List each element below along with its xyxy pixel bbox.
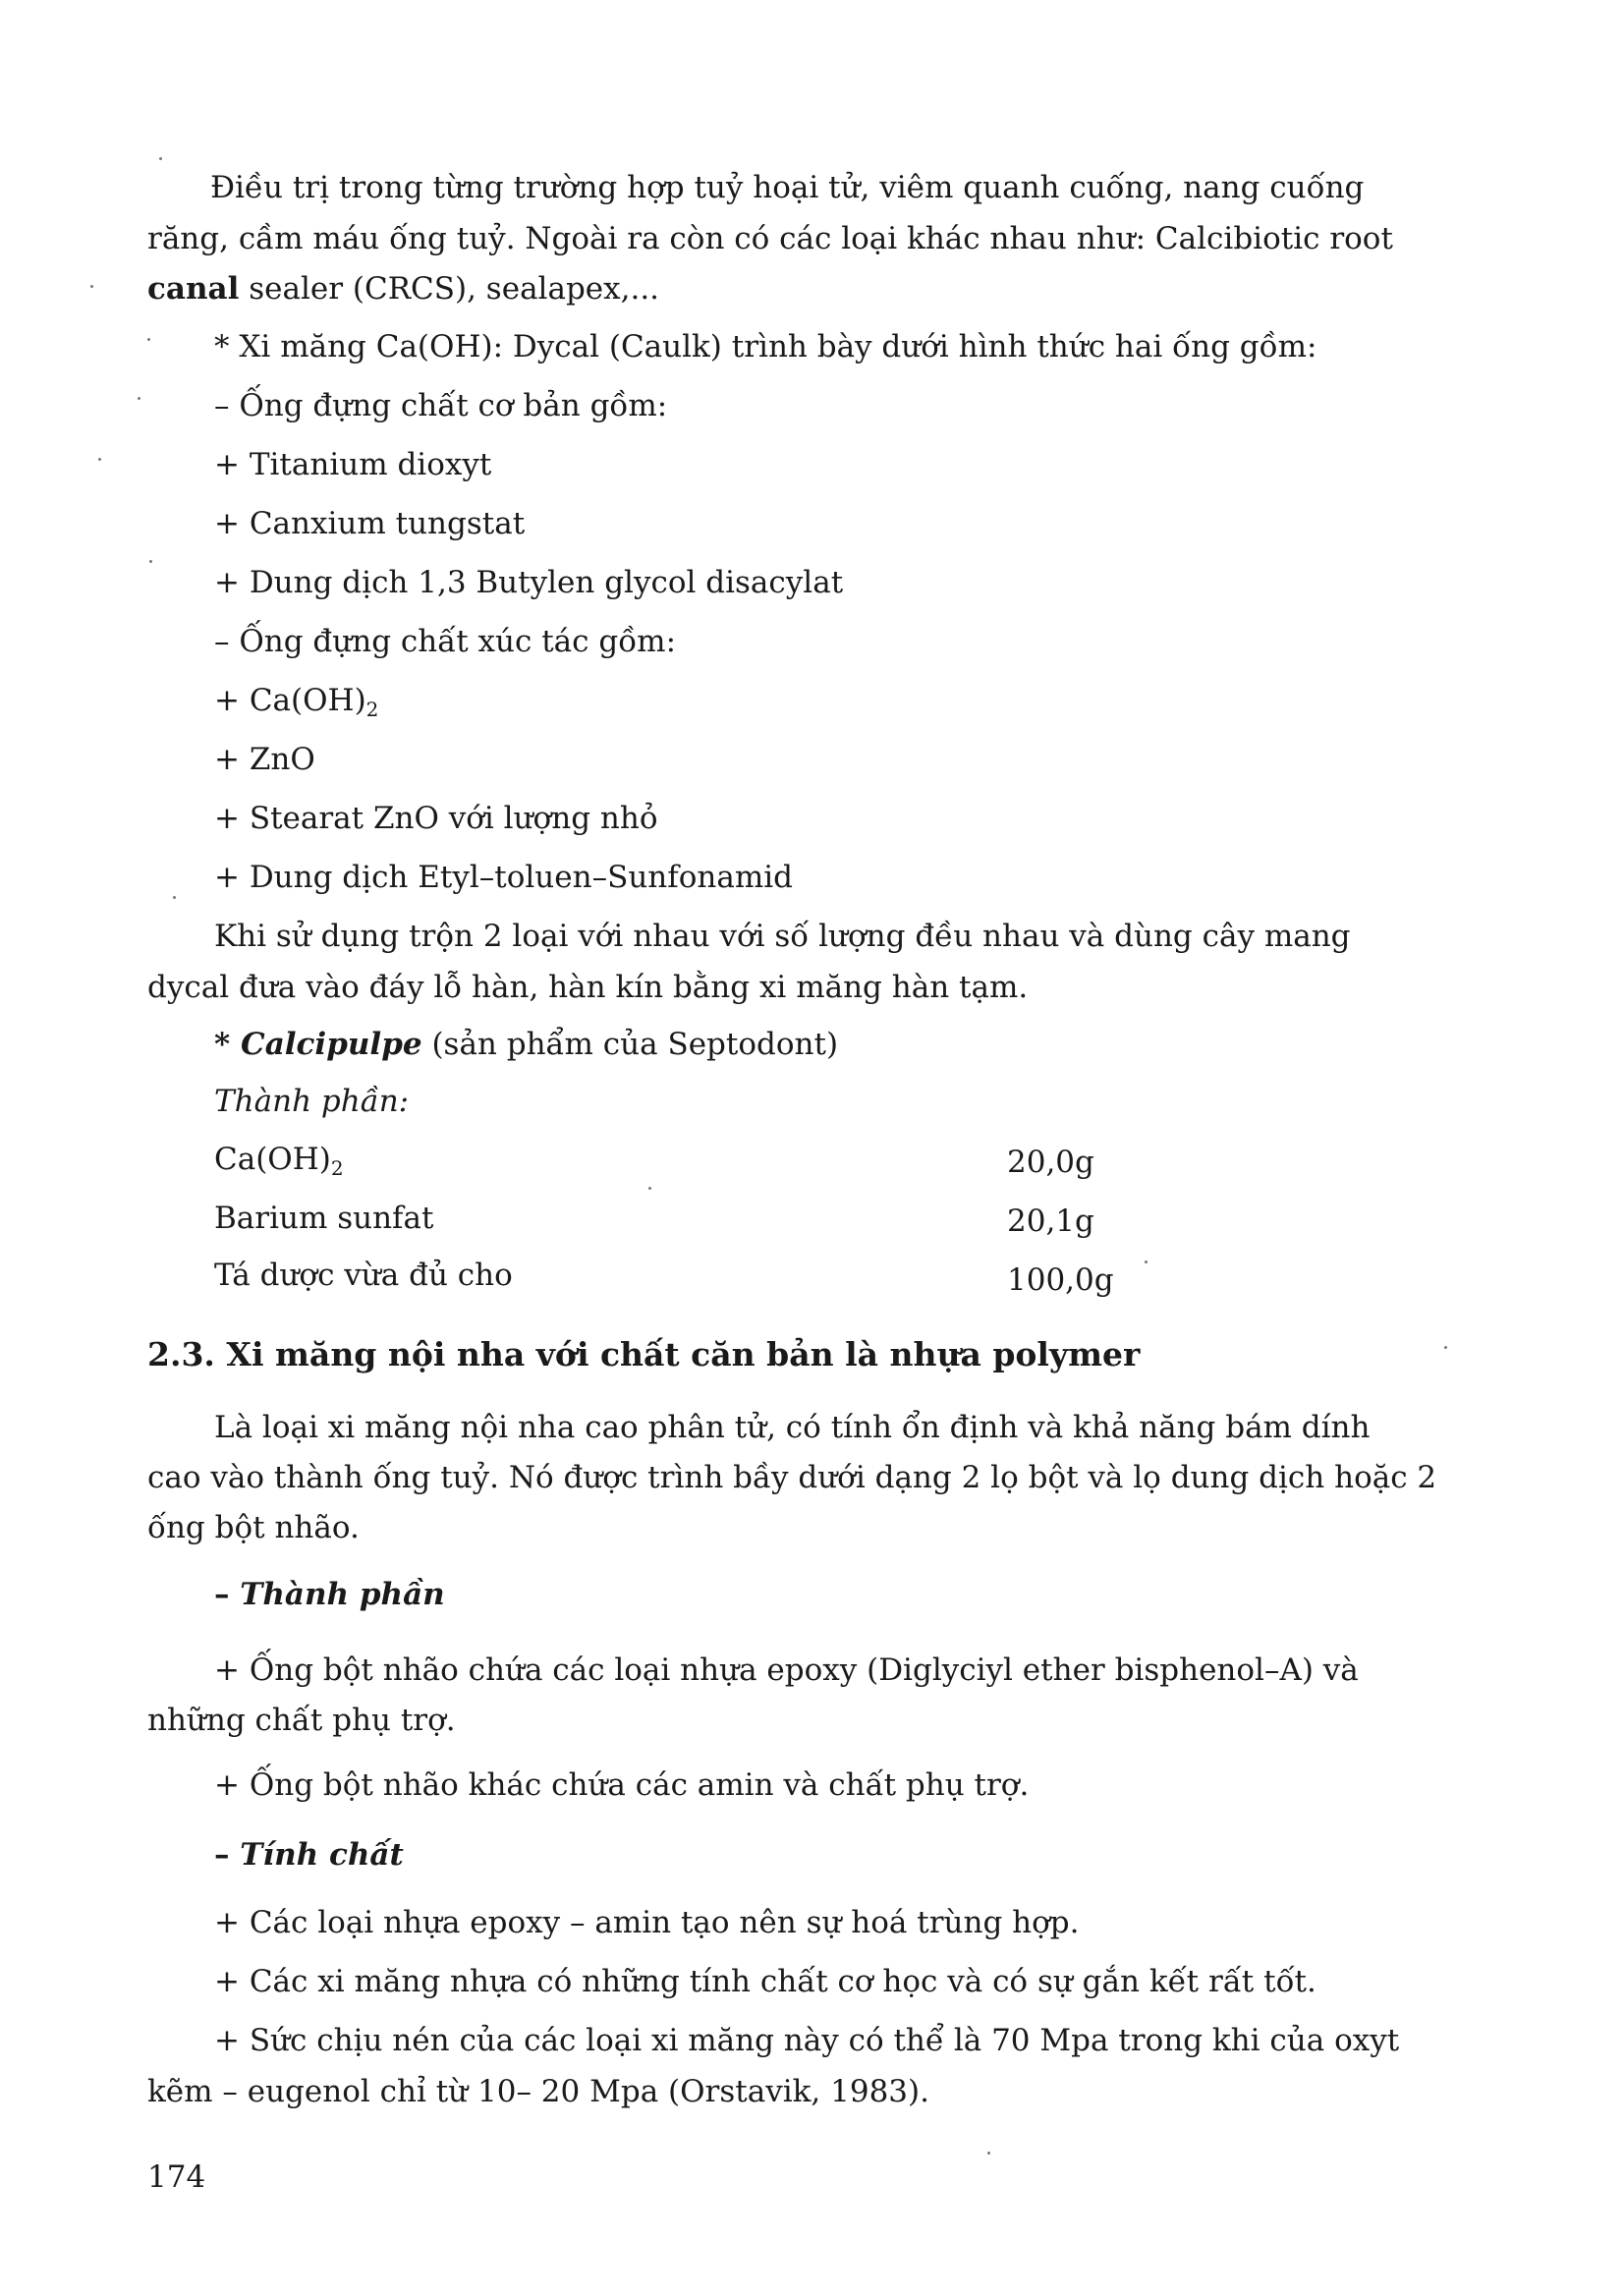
composition-row2-label: Barium sunfat xyxy=(214,1201,434,1236)
composition-label: Thành phần xyxy=(240,1577,445,1612)
dycal-catalyst-item-2: + ZnO xyxy=(214,742,315,777)
row1-text: Ca(OH) xyxy=(214,1142,331,1177)
composition-row3-value: 100,0g xyxy=(1007,1262,1114,1298)
dycal-catalyst-header: – Ống đựng chất xúc tác gồm: xyxy=(214,624,677,659)
dycal-title: * Xi măng Ca(OH): Dycal (Caulk) trình bày dưới hình thức hai ống gồm: xyxy=(214,329,1317,364)
composition-row3-label: Tá dược vừa đủ cho xyxy=(214,1258,513,1293)
composition-row1-value: 20,0g xyxy=(1007,1145,1094,1180)
row1-subscript: 2 xyxy=(330,1156,344,1180)
scan-speck xyxy=(149,560,152,563)
scan-speck xyxy=(138,397,140,400)
property-item3-line2: kẽm – eugenol chỉ từ 10– 20 Mpa (Orstavik, 1983). xyxy=(147,2074,929,2109)
dycal-base-header: – Ống đựng chất cơ bản gồm: xyxy=(214,388,668,423)
dycal-catalyst-item-4: + Dung dịch Etyl–toluen–Sunfonamid xyxy=(214,860,793,895)
calcipulpe-title xyxy=(214,1025,838,1064)
properties-subheading xyxy=(214,1835,404,1875)
dycal-usage-line2: dycal đưa vào đáy lỗ hàn, hàn kín bằng xi măng hàn tạm. xyxy=(147,970,1029,1005)
property-item3-line1: + Sức chịu nén của các loại xi măng này có thể là 70 Mpa trong khi của oxyt xyxy=(214,2023,1400,2058)
calcipulpe-composition-label: Thành phần: xyxy=(214,1084,410,1119)
section-intro-line2: cao vào thành ống tuỷ. Nó được trình bầy dưới dạng 2 lọ bột và lọ dung dịch hoặc 2 xyxy=(147,1460,1437,1495)
composition-row1-label xyxy=(214,1140,344,1179)
scan-speck xyxy=(987,2152,990,2155)
properties-dash: – xyxy=(214,1837,241,1873)
section-intro-line1: Là loại xi măng nội nha cao phân tử, có tính ổn định và khả năng bám dính xyxy=(214,1410,1371,1445)
dycal-catalyst-item-3: + Stearat ZnO với lượng nhỏ xyxy=(214,801,658,836)
scan-speck xyxy=(159,157,162,160)
section-heading: 2.3. Xi măng nội nha với chất căn bản là nhựa polymer xyxy=(147,1335,1141,1373)
dycal-base-item-1: + Titanium dioxyt xyxy=(214,447,492,482)
page-number: 174 xyxy=(147,2159,206,2195)
properties-label: Tính chất xyxy=(240,1837,404,1873)
para1-line2: răng, cầm máu ống tuỷ. Ngoài ra còn có các loại khác nhau như: Calcibiotic root xyxy=(147,221,1393,256)
calcipulpe-star: * xyxy=(214,1027,242,1062)
composition-item1-line1: + Ống bột nhão chứa các loại nhựa epoxy (Diglyciyl ether bisphenol–A) và xyxy=(214,1652,1359,1688)
scan-speck xyxy=(173,896,176,899)
scan-speck xyxy=(1145,1260,1148,1263)
dycal-base-item-2: + Canxium tungstat xyxy=(214,506,526,541)
calcipulpe-maker: (sản phẩm của Septodont) xyxy=(421,1027,839,1062)
calcipulpe-name: Calcipulpe xyxy=(241,1027,422,1062)
scan-speck xyxy=(1444,1346,1447,1349)
cat-item1-text: + Ca(OH) xyxy=(214,683,366,718)
composition-subheading xyxy=(214,1575,445,1614)
composition-row2-value: 20,1g xyxy=(1007,1204,1094,1239)
scan-speck xyxy=(147,338,150,341)
para1-line3 xyxy=(147,269,659,308)
dycal-base-item-3: + Dung dịch 1,3 Butylen glycol disacylat xyxy=(214,565,844,600)
property-item2: + Các xi măng nhựa có những tính chất cơ học và có sự gắn kết rất tốt. xyxy=(214,1964,1316,1999)
cat-item1-subscript: 2 xyxy=(365,698,379,721)
scan-speck xyxy=(90,285,93,288)
composition-dash: – xyxy=(214,1577,241,1612)
scan-speck xyxy=(98,458,101,461)
dycal-catalyst-item-1 xyxy=(214,681,378,720)
property-item1: + Các loại nhựa epoxy – amin tạo nên sự hoá trùng hợp. xyxy=(214,1905,1080,1940)
scan-speck xyxy=(648,1187,651,1190)
para1-line3-rest: sealer (CRCS), sealapex,... xyxy=(239,271,660,307)
para1-line3-bold: canal xyxy=(147,271,240,307)
para1-line1: Điều trị trong từng trường hợp tuỷ hoại tử, viêm quanh cuống, nang cuống xyxy=(210,170,1365,205)
composition-item1-line2: những chất phụ trợ. xyxy=(147,1703,456,1738)
dycal-usage-line1: Khi sử dụng trộn 2 loại với nhau với số lượng đều nhau và dùng cây mang xyxy=(214,919,1351,954)
composition-item2: + Ống bột nhão khác chứa các amin và chất phụ trợ. xyxy=(214,1767,1030,1803)
section-intro-line3: ống bột nhão. xyxy=(147,1510,360,1545)
